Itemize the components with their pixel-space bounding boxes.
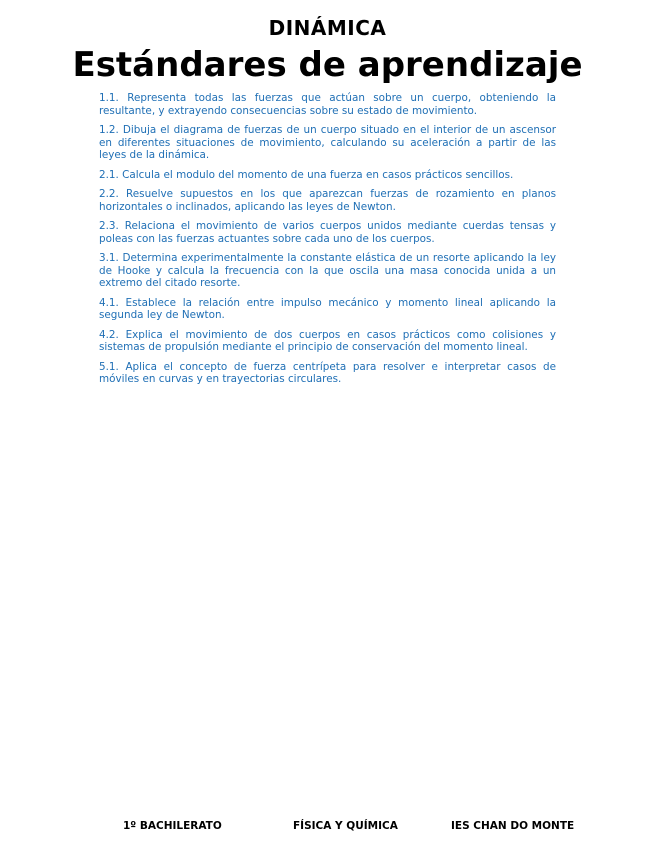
page-title: Estándares de aprendizaje: [72, 45, 583, 85]
standards-list: [99, 92, 556, 393]
footer-course: 1º BACHILERATO: [123, 820, 222, 832]
standard-item: 3.1. Determina experimentalmente la constante elástica de un resorte aplicando la ley de Hooke y calcula la frecuencia con la que oscila una masa conocida unida a un extremo del citado resorte.: [99, 252, 556, 289]
subject-title: DINÁMICA: [268, 16, 387, 40]
standard-item: 1.2. Dibuja el diagrama de fuerzas de un cuerpo situado en el interior de un ascensor en diferentes situaciones de movimiento, calculando su aceleración a partir de las leyes de la dinámica.: [99, 124, 556, 161]
footer-subject: FÍSICA Y QUÍMICA: [293, 820, 398, 832]
footer-school: IES CHAN DO MONTE: [451, 820, 575, 832]
standard-item: 4.2. Explica el movimiento de dos cuerpos en casos prácticos como colisiones y sistemas de propulsión mediante el principio de conservación del momento lineal.: [99, 328, 556, 353]
standard-item: 2.1. Calcula el modulo del momento de una fuerza en casos prácticos sencillos.: [99, 168, 514, 181]
standard-item: 1.1. Representa todas las fuerzas que actúan sobre un cuerpo, obteniendo la resultante, y extrayendo consecuencias sobre su estado de movimiento.: [99, 92, 556, 117]
page-footer: [0, 820, 655, 836]
standard-item: 4.1. Establece la relación entre impulso mecánico y momento lineal aplicando la segunda ley de Newton.: [99, 296, 556, 321]
standard-item: 2.2. Resuelve supuestos en los que aparezcan fuerzas de rozamiento en planos horizontales o inclinados, aplicando las leyes de Newton.: [99, 188, 556, 213]
standard-item: 5.1. Aplica el concepto de fuerza centrípeta para resolver e interpretar casos de móviles en curvas y en trayectorias circulares.: [99, 360, 556, 385]
standard-item: 2.3. Relaciona el movimiento de varios cuerpos unidos mediante cuerdas tensas y poleas con las fuerzas actuantes sobre cada uno de los cuerpos.: [99, 220, 556, 245]
